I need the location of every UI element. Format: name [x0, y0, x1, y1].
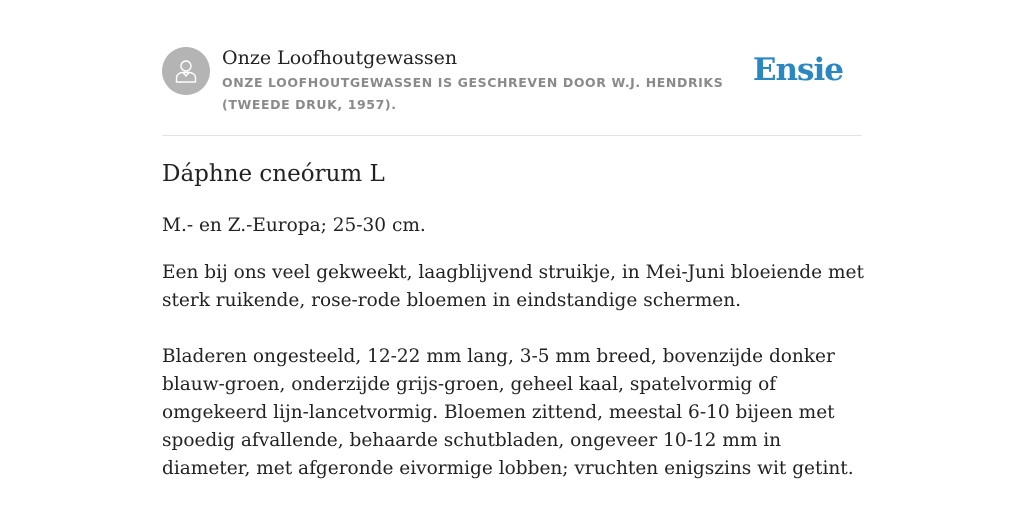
avatar[interactable]	[162, 47, 210, 95]
source-title[interactable]: Onze Loofhoutgewassen	[222, 47, 458, 69]
ensie-logo[interactable]: Ensie	[752, 52, 843, 88]
user-silhouette-icon	[172, 57, 200, 85]
entry-paragraph-description: Een bij ons veel gekweekt, laagblijvend struikje, in Mei-Juni bloeiende met sterk ruikende, rose-rode bloemen in eindstandige schermen.	[162, 262, 864, 311]
entry-paragraph-distribution: M.- en Z.-Europa; 25-30 cm.	[162, 215, 426, 236]
source-description: ONZE LOOFHOUTGEWASSEN IS GESCHREVEN DOOR W.J. HENDRIKS (TWEEDE DRUK, 1957).	[222, 75, 724, 112]
entry-content	[162, 212, 867, 483]
header-divider	[162, 135, 862, 136]
source-header	[162, 46, 862, 118]
entry-paragraph-details: Bladeren ongesteeld, 12-22 mm lang, 3-5 mm breed, bovenzijde donker blauw-groen, onderzijde grijs-groen, geheel kaal, spatelvormig of omgekeerd lijn-lancetvormig. Bloemen zittend, meestal 6-10 bijeen met spoedig afvallende, behaarde schutbladen, ongeveer 10-12 mm in diameter, met afgeronde eivormige lobben; vruchten enigszins wit getint.	[162, 346, 854, 479]
entry-title: Dáphne cneórum L	[162, 161, 385, 187]
